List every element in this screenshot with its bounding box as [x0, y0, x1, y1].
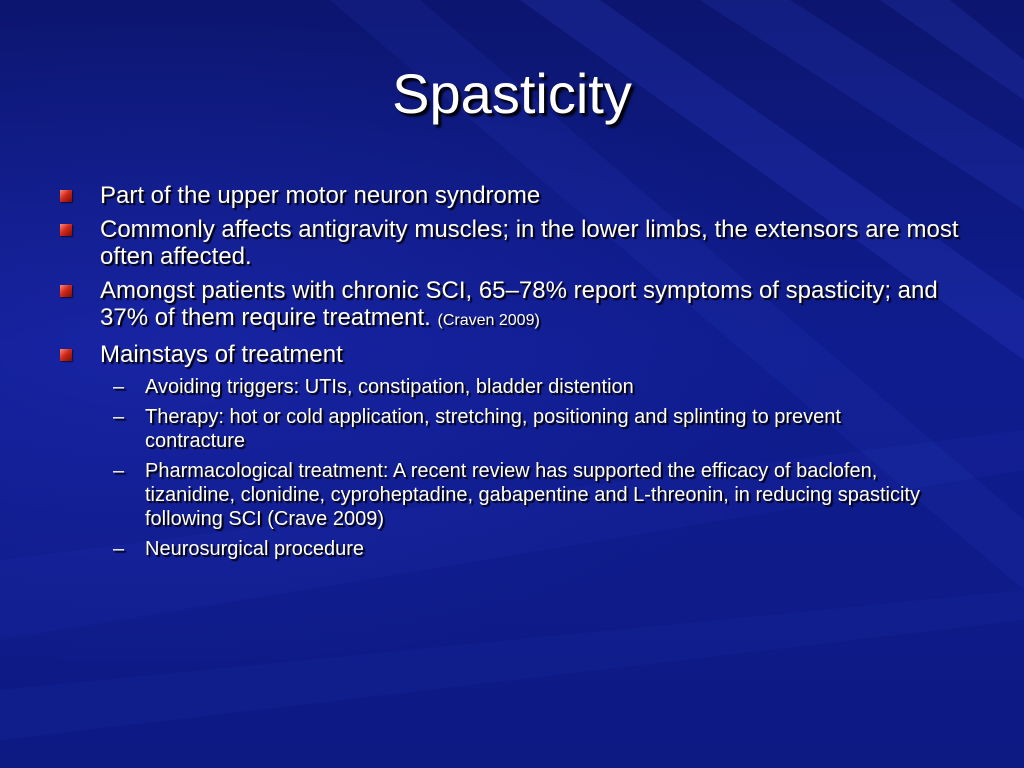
- sub-bullet-item: [60, 537, 945, 561]
- sub-bullet-item: [60, 375, 945, 399]
- sub-bullet-item: [60, 459, 945, 531]
- bullet-item: [60, 182, 960, 209]
- red-square-bullet-icon: [60, 224, 72, 236]
- dash-marker: –: [113, 460, 125, 482]
- bullet-text: Amongst patients with chronic SCI, 65–78% report symptoms of spasticity; and 37% of them require treatment.: [100, 277, 938, 331]
- sub-bullet-text: Pharmacological treatment: A recent review has supported the efficacy of baclofen, tizanidine, clonidine, cyproheptadine, gabapentine and L-threonin, in reducing spasticity following SCI (Crave 2009): [145, 460, 920, 530]
- citation: (Craven 2009): [437, 312, 540, 329]
- bullet-text: Part of the upper motor neuron syndrome: [100, 182, 541, 209]
- sub-bullet-text: Therapy: hot or cold application, stretching, positioning and splinting to prevent contracture: [145, 406, 841, 452]
- slide-body: [60, 182, 960, 567]
- dash-marker: –: [113, 538, 125, 560]
- bullet-text: Commonly affects antigravity muscles; in the lower limbs, the extensors are most often affected.: [100, 216, 959, 270]
- bullet-item: [60, 216, 960, 270]
- red-square-bullet-icon: [60, 285, 72, 297]
- dash-marker: –: [113, 406, 125, 428]
- bullet-item: [60, 277, 960, 334]
- sub-bullet-text: Avoiding triggers: UTIs, constipation, bladder distention: [145, 376, 634, 398]
- bullet-item: [60, 341, 960, 368]
- sub-bullet-text: Neurosurgical procedure: [145, 538, 365, 560]
- slide-title: Spasticity: [392, 62, 632, 125]
- dash-marker: –: [113, 376, 125, 398]
- red-square-bullet-icon: [60, 349, 72, 361]
- sub-bullet-item: [60, 405, 945, 453]
- red-square-bullet-icon: [60, 190, 72, 202]
- bullet-text: Mainstays of treatment: [100, 341, 343, 368]
